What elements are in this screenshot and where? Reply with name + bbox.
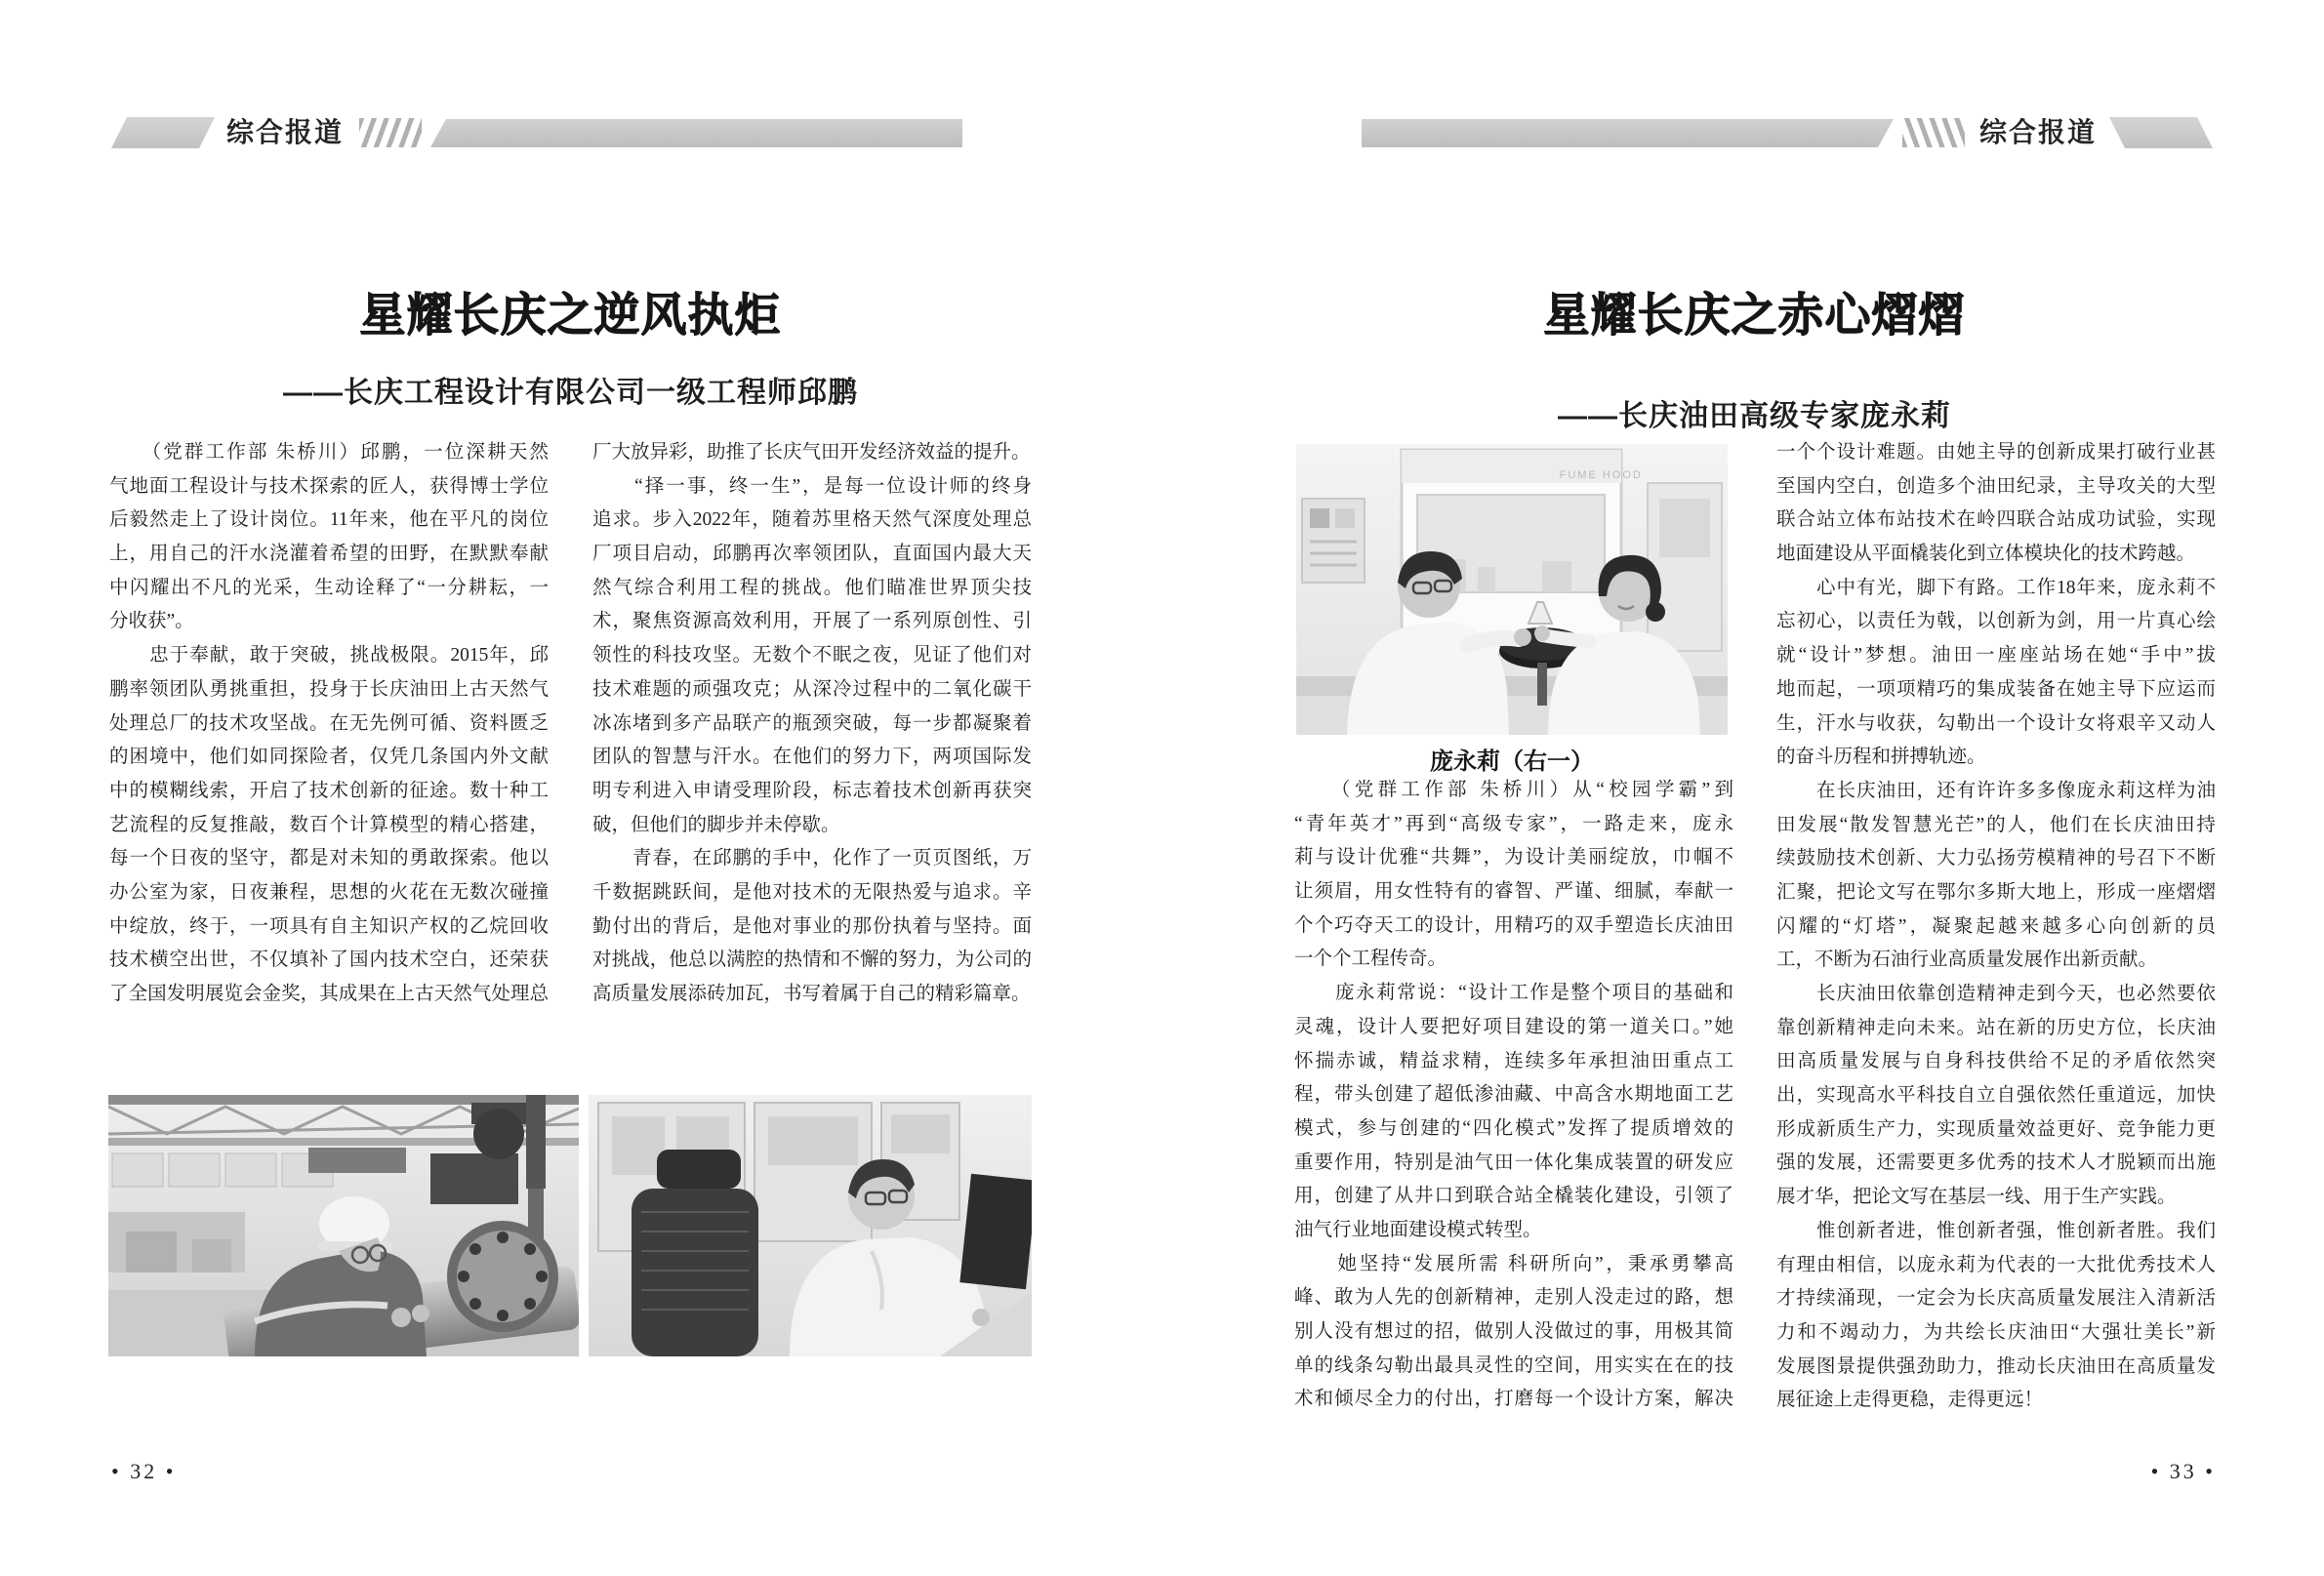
article-subtitle-left: ——长庆工程设计有限公司一级工程师邱鹏: [283, 377, 858, 409]
text-line: 中闪耀出不凡的光采，生动诠释了“一分耕耘，一: [109, 577, 549, 598]
text-line: 汇聚，把论文写在鄂尔多斯大地上，形成一座熠熠: [1776, 881, 2216, 903]
text-line: 地面建设从平面橇装化到立体模块化的技术跨越。: [1776, 544, 2196, 565]
header-accent-parallelogram-left: [111, 117, 215, 148]
text-line: 一个个工程传奇。: [1294, 949, 1447, 970]
text-line: 后毅然走上了设计岗位。11年来，他在平凡的岗位: [109, 509, 549, 531]
text-line: 明专利进入申请受理阶段，标志着技术创新再获突: [592, 780, 1032, 801]
header-hatch-lines-left: [359, 118, 422, 147]
text-line: 她坚持“发展所需 科研所向”，秉承勇攀高: [1294, 1253, 1733, 1274]
text-line: 峰、敢为人先的创新精神，走别人没走过的路，想: [1294, 1287, 1733, 1309]
text-column-right-2: [1776, 436, 2216, 1418]
text-line: “择一事，终一生”，是每一位设计师的终身: [592, 475, 1032, 497]
text-line: 让须眉，用女性特有的睿智、严谨、细腻，奉献一: [1294, 881, 1733, 903]
text-line: 怀揣赤诚，精益求精，连续多年承担油田重点工: [1294, 1050, 1733, 1071]
text-line: 生，汗水与收获，勾勒出一个设计女将艰辛又动人: [1776, 712, 2216, 734]
text-line: 上，用自己的汗水浇灌着希望的田野，在默默奉献: [109, 544, 549, 565]
photo-engineer-computer: [589, 1095, 1032, 1356]
header-bar-right: [1362, 119, 1894, 147]
text-line: 厂大放异彩，助推了长庆气田开发经济效益的提升。: [592, 442, 1031, 463]
text-column-left-2: [592, 436, 1032, 1012]
header-accent-parallelogram-right: [2109, 117, 2213, 148]
article-title-left: 星耀长庆之逆风执炬: [359, 291, 782, 342]
text-line: 出，实现高水平科技自立自强依然任重道远，加快: [1776, 1085, 2216, 1107]
text-line: 重要作用，特别是油气田一体化集成装置的研发应: [1294, 1152, 1733, 1173]
photo-lab-researchers-image: [1296, 444, 1728, 735]
header-section-label-left: 综合报道: [226, 117, 345, 147]
fume-hood-label: FUME HOOD: [1559, 469, 1643, 481]
text-line: 长庆油田依靠创造精神走到今天，也必然要依: [1776, 984, 2216, 1004]
text-line: 了全国发明展览会金奖，其成果在上古天然气处理总: [109, 984, 549, 1004]
header-section-label-right: 综合报道: [1979, 117, 2098, 147]
text-line: 联合站立体布站技术在岭四联合站成功试验，实现: [1776, 509, 2216, 531]
text-line: 处理总厂的技术攻坚战。在无先例可循、资料匮乏: [109, 712, 549, 734]
text-line: 强的发展，还需要更多优秀的技术人才脱颖而出施: [1776, 1152, 2216, 1174]
text-line: 技术难题的顽强攻克；从深冷过程中的二氧化碳干: [592, 678, 1032, 700]
photo-engineer-computer-image: [589, 1095, 1032, 1356]
text-line: 破，但他们的脚步并未停歇。: [592, 814, 840, 835]
text-line: 艺流程的反复推敲，数百个计算模型的精心搭建，: [109, 814, 549, 835]
text-line: 术和倾尽全力的付出，打磨每一个设计方案，解决: [1294, 1389, 1733, 1410]
text-line: 别人没有想过的招，做别人没做过的事，用极其简: [1294, 1321, 1733, 1342]
text-line: 模式，参与创建的“四化模式”发挥了提质增效的: [1294, 1117, 1733, 1139]
text-line: 气地面工程设计与技术探索的匠人，获得博士学位: [109, 475, 549, 497]
photo-caption: 庞永莉（右一）: [1430, 748, 1594, 775]
text-line: 中的模糊线索，开启了技术创新的征途。数十种工: [109, 780, 549, 801]
text-line: 的困境中，他们如同探险者，仅凭几条国内外文献: [109, 747, 549, 768]
text-line: 续鼓励技术创新、大力弘扬劳模精神的号召下不断: [1776, 848, 2216, 869]
text-line: 追求。步入2022年，随着苏里格天然气深度处理总: [592, 509, 1032, 531]
text-line: 心中有光，脚下有路。工作18年来，庞永莉不: [1776, 577, 2216, 598]
text-line: 展才华，把论文写在基层一线、用于生产实践。: [1776, 1187, 2177, 1208]
photo-lab-researchers: [1296, 444, 1728, 735]
text-line: 发展图景提供强劲助力，推动长庆油田在高质量发: [1776, 1355, 2216, 1377]
text-line: 展征途上走得更稳，走得更远！: [1776, 1390, 2044, 1411]
text-line: 对挑战，他总以满腔的热情和不懈的努力，为公司的: [592, 950, 1032, 971]
article-subtitle-right: ——长庆油田高级专家庞永莉: [1558, 400, 1951, 432]
text-line: 术，聚焦资源高效利用，开展了一系列原创性、引: [592, 611, 1032, 632]
text-line: （党群工作部 朱桥川）从“校园学霸”到: [1294, 780, 1733, 800]
text-line: 靠创新精神走向未来。站在新的历史方位，长庆油: [1776, 1017, 2216, 1038]
photo-pipeline-worker-image: [108, 1095, 579, 1356]
text-line: 闪耀的“灯塔”，凝聚起越来越多心向创新的员: [1776, 915, 2216, 937]
text-line: 在长庆油田，还有许许多多像庞永莉这样为油: [1776, 780, 2216, 801]
article-title-right: 星耀长庆之赤心熠熠: [1543, 291, 1966, 342]
text-line: 地而起，一项项精巧的集成装备在她主导下应运而: [1776, 678, 2216, 700]
text-line: “青年英才”再到“高级专家”，一路走来，庞永: [1294, 813, 1733, 834]
text-line: 厂项目启动，邱鹏再次率领团队，直面国内最大天: [592, 544, 1032, 565]
text-column-left-1: [109, 436, 549, 1012]
photo-pipeline-worker: [108, 1095, 579, 1356]
text-line: 忘初心，以责任为戟，以创新为剑，用一片真心绘: [1776, 611, 2216, 632]
text-line: 程，带头创建了超低渗油藏、中高含水期地面工艺: [1294, 1084, 1733, 1106]
header-hatch-lines-right: [1902, 118, 1965, 147]
text-line: 力和不竭动力，为共绘长庆油田“大强壮美长”新: [1776, 1321, 2216, 1343]
text-line: 每一个日夜的坚守，都是对未知的勇敢探索。他以: [109, 848, 549, 869]
text-line: 的奋斗历程和拼搏轨迹。: [1776, 747, 1986, 768]
text-line: 惟创新者进，惟创新者强，惟创新者胜。我们: [1776, 1220, 2216, 1241]
page-number-right: • 33 •: [2150, 1459, 2216, 1483]
text-line: （党群工作部 朱桥川）邱鹏，一位深耕天然: [109, 442, 549, 463]
text-line: 田发展“散发智慧光芒”的人，他们在长庆油田持: [1776, 814, 2216, 835]
text-line: 用，创建了从井口到联合站全橇装化建设，引领了: [1294, 1186, 1733, 1207]
text-line: 团队的智慧与汗水。在他们的努力下，两项国际发: [592, 747, 1032, 768]
text-line: 单的线条勾勒出最具灵性的空间，用实实在在的技: [1294, 1354, 1733, 1376]
text-line: 勤付出的背后，是他对事业的那份执着与坚持。面: [592, 915, 1032, 937]
text-line: 至国内空白，创造多个油田纪录，主导攻关的大型: [1776, 475, 2216, 497]
text-line: 才持续涌现，一定会为长庆高质量发展注入清新活: [1776, 1288, 2216, 1310]
text-line: 领性的科技攻坚。无数个不眠之夜，见证了他们对: [592, 645, 1032, 667]
text-line: 分收获”。: [109, 611, 194, 632]
text-line: 千数据跳跃间，是他对技术的无限热爱与追求。辛: [592, 881, 1032, 903]
text-line: 莉与设计优雅“共舞”，为设计美丽绽放，巾帼不: [1294, 847, 1733, 869]
text-line: 工，不断为石油行业高质量发展作出新贡献。: [1776, 950, 2158, 971]
text-line: 就“设计”梦想。油田一座座站场在她“手中”拔: [1776, 645, 2216, 667]
text-line: 鹏率领团队勇挑重担，投身于长庆油田上古天然气: [109, 678, 549, 700]
text-line: 油气行业地面建设模式转型。: [1294, 1219, 1542, 1240]
text-line: 忠于奉献，敢于突破，挑战极限。2015年，邱: [109, 645, 549, 667]
text-line: 中绽放，终于，一项具有自主知识产权的乙烷回收: [109, 915, 549, 937]
text-line: 形成新质生产力，实现质量效益更好、竞争能力更: [1776, 1118, 2216, 1140]
text-line: 灵魂，设计人要把好项目建设的第一道关口。”她: [1294, 1016, 1733, 1037]
text-line: 青春，在邱鹏的手中，化作了一页页图纸，万: [592, 848, 1032, 869]
text-column-right-1: [1294, 774, 1733, 1417]
page-number-left: • 32 •: [111, 1459, 177, 1483]
text-line: 技术横空出世，不仅填补了国内技术空白，还荣获: [109, 950, 549, 971]
header-bar-left: [430, 119, 962, 147]
text-line: 办公室为家，日夜兼程，思想的火花在无数次碰撞: [109, 881, 549, 903]
text-line: 冰冻堵到多产品联产的瓶颈突破，每一步都凝聚着: [592, 712, 1032, 734]
text-line: 庞永莉常说：“设计工作是整个项目的基础和: [1294, 983, 1733, 1004]
text-line: 有理由相信，以庞永莉为代表的一大批优秀技术人: [1776, 1254, 2216, 1275]
text-line: 然气综合利用工程的挑战。他们瞄准世界顶尖技: [592, 577, 1032, 598]
text-line: 高质量发展添砖加瓦，书写着属于自己的精彩篇章。: [592, 984, 1031, 1004]
text-line: 个个巧夺天工的设计，用精巧的双手塑造长庆油田: [1294, 914, 1733, 936]
text-line: 一个个设计难题。由她主导的创新成果打破行业甚: [1776, 442, 2216, 463]
text-line: 田高质量发展与自身科技供给不足的矛盾依然突: [1776, 1051, 2216, 1072]
